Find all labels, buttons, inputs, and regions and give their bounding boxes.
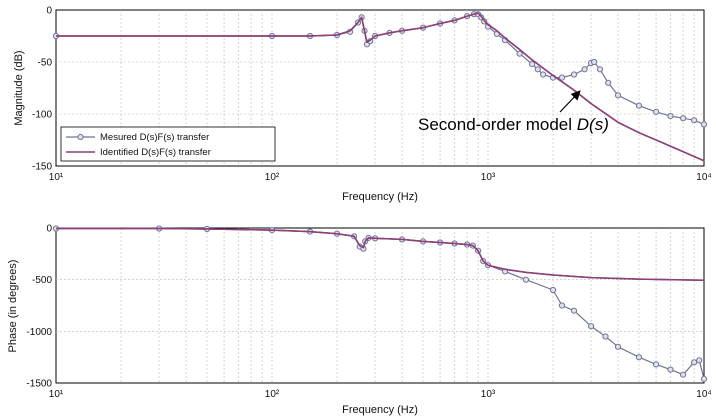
- phase-y-tick-label: -1000: [26, 326, 52, 338]
- phase-y-tick-label: 0: [46, 223, 52, 235]
- phase-x-axis-label: Frequency (Hz): [342, 404, 418, 416]
- phase-measured-point: [701, 376, 706, 381]
- magnitude-measured-point: [592, 59, 597, 64]
- magnitude-measured-point: [701, 122, 706, 127]
- magnitude-measured-point: [692, 118, 697, 123]
- magnitude-measured-point: [582, 67, 587, 72]
- magnitude-measured-point: [654, 109, 659, 114]
- phase-measured-point: [571, 308, 576, 313]
- magnitude-x-tick-label: 10²: [264, 172, 280, 183]
- phase-plot: [7, 224, 712, 417]
- phase-x-tick-label: 10⁴: [696, 389, 712, 400]
- phase-x-tick-label: 10³: [480, 389, 496, 400]
- magnitude-y-tick-label: -100: [31, 109, 52, 121]
- phase-measured-point: [692, 360, 697, 365]
- magnitude-y-tick-label: -50: [37, 57, 52, 69]
- magnitude-measured-point: [668, 114, 673, 119]
- magnitude-measured-point: [571, 72, 576, 77]
- magnitude-y-tick-label: -150: [31, 161, 52, 173]
- phase-measured-point: [615, 344, 620, 349]
- magnitude-legend: [61, 127, 275, 161]
- phase-measured-point: [636, 355, 641, 360]
- phase-measured-point: [668, 367, 673, 372]
- phase-measured-point: [681, 372, 686, 377]
- magnitude-measured-point: [530, 62, 535, 67]
- magnitude-measured-point: [541, 72, 546, 77]
- magnitude-measured-point: [597, 67, 602, 72]
- phase-y-tick-label: -500: [31, 275, 52, 287]
- magnitude-y-axis-label: Magnitude (dB): [13, 50, 25, 126]
- magnitude-x-tick-label: 10⁴: [696, 172, 712, 183]
- magnitude-measured-point: [535, 67, 540, 72]
- phase-x-tick-label: 10²: [264, 389, 280, 400]
- magnitude-measured-point: [559, 75, 564, 80]
- phase-measured-point: [697, 358, 702, 363]
- phase-measured-point: [589, 324, 594, 329]
- phase-measured-point: [654, 362, 659, 367]
- phase-x-tick-label: 10¹: [48, 389, 64, 400]
- magnitude-y-tick-label: 0: [46, 5, 52, 17]
- magnitude-x-axis-label: Frequency (Hz): [342, 191, 418, 203]
- magnitude-measured-point: [606, 80, 611, 85]
- phase-measured-point: [603, 334, 608, 339]
- phase-measured-point: [550, 287, 555, 292]
- phase-plot-frame: [56, 228, 704, 383]
- magnitude-plot: [13, 6, 712, 204]
- magnitude-x-tick-label: 10³: [480, 172, 496, 183]
- phase-y-tick-label: -1500: [26, 378, 52, 390]
- magnitude-measured-point: [615, 93, 620, 98]
- magnitude-measured-point: [681, 116, 686, 121]
- annotation-text: Second-order model D(s): [418, 115, 609, 134]
- phase-measured-point: [523, 277, 528, 282]
- phase-measured-point: [559, 303, 564, 308]
- legend-identified-label: Identified D(s)F(s) transfer: [100, 147, 211, 158]
- legend-measured-marker: [78, 134, 83, 139]
- legend-measured-label: Mesured D(s)F(s) transfer: [100, 132, 210, 143]
- phase-y-axis-label: Phase (in degrees): [7, 259, 19, 353]
- magnitude-x-tick-label: 10¹: [48, 172, 64, 183]
- magnitude-measured-point: [636, 103, 641, 108]
